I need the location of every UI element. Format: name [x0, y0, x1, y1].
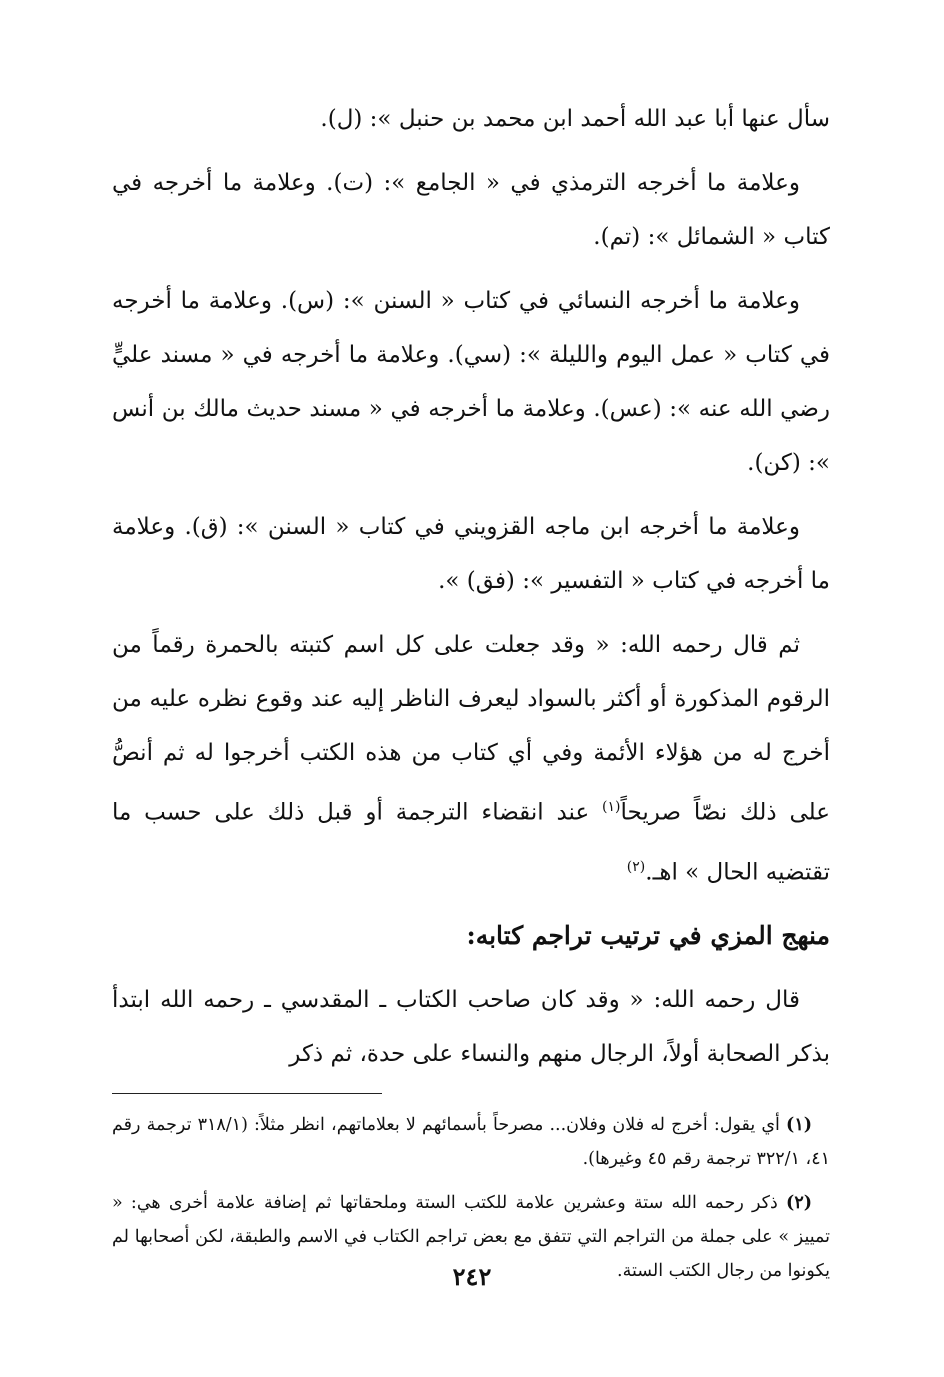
- body-paragraph-2: وعلامة ما أخرجه الترمذي في « الجامع »: (ت). وعلامة ما أخرجه في كتاب « الشمائل »: (تم).: [112, 170, 830, 250]
- footnote-1: [112, 1108, 830, 1176]
- body-paragraph-1: سأل عنها أبا عبد الله أحمد ابن محمد بن حنبل »: (ل).: [320, 106, 830, 132]
- footnote-divider: [112, 1093, 382, 1094]
- footnote-text: ذكر رحمه الله ستة وعشرين علامة للكتب الستة وملحقاتها ثم إضافة علامة أخرى هي: « تمييز » على جملة من التراجم التي تتفق مع بعض تراجم الكتاب في الاسم والطبقة، لكن أصحابها لم يكونوا من رجال الكتب الستة.: [112, 1193, 830, 1282]
- body-paragraph-3: وعلامة ما أخرجه النسائي في كتاب « السنن »: (س). وعلامة ما أخرجه في كتاب « عمل اليوم والليلة »: (سي). وعلامة ما أخرجه في « مسند عليٍّ رضي الله عنه »: (عس). وعلامة ما أخرجه في « مسند حديث مالك بن أنس »: (كن).: [112, 288, 830, 476]
- section-heading: منهج المزي في ترتيب تراجم كتابه:: [466, 921, 830, 951]
- paragraph-5-tail: عند انقضاء الترجمة أو قبل ذلك على حسب ما تقتضيه الحال » اهـ.: [112, 799, 830, 886]
- footnote-number: (١): [786, 1115, 812, 1136]
- footnote-text: أي يقول: أخرج له فلان وفلان... مصرحاً بأسمائهم لا بعلاماتهم، انظر مثلاً: (٣١٨/١ ترجمة رقم ٤١، ٣٢٢/١ ترجمة رقم ٤٥ وغيرها).: [112, 1115, 830, 1170]
- footnote-ref-2: (٢): [626, 858, 646, 875]
- page-content: [112, 92, 830, 1298]
- paragraph-5-text: ثم قال رحمه الله: « وقد جعلت على كل اسم كتبته بالحمرة رقماً من الرقوم المذكورة أو أكثر بالسواد ليعرف الناظر إليه عند وقوع نظره عليه من أخرج له من هؤلاء الأئمة وفي أي كتاب من هذه الكتب أخرجوا له ثم أنصُّ على ذلك نصّاً صريحاً: [112, 632, 830, 826]
- body-paragraph-5: [112, 618, 830, 899]
- page-number: ٢٤٢: [452, 1262, 492, 1291]
- body-paragraph-6: قال رحمه الله: « وقد كان صاحب الكتاب ـ المقدسي ـ رحمه الله ابتدأ بذكر الصحابة أولاً، الرجال منهم والنساء على حدة، ثم ذكر: [112, 987, 830, 1068]
- body-paragraph-4: وعلامة ما أخرجه ابن ماجه القزويني في كتاب « السنن »: (ق). وعلامة ما أخرجه في كتاب « التفسير »: (فق) ».: [112, 514, 830, 594]
- footnote-number: (٢): [786, 1193, 812, 1214]
- footnote-ref-1: (١): [602, 799, 621, 815]
